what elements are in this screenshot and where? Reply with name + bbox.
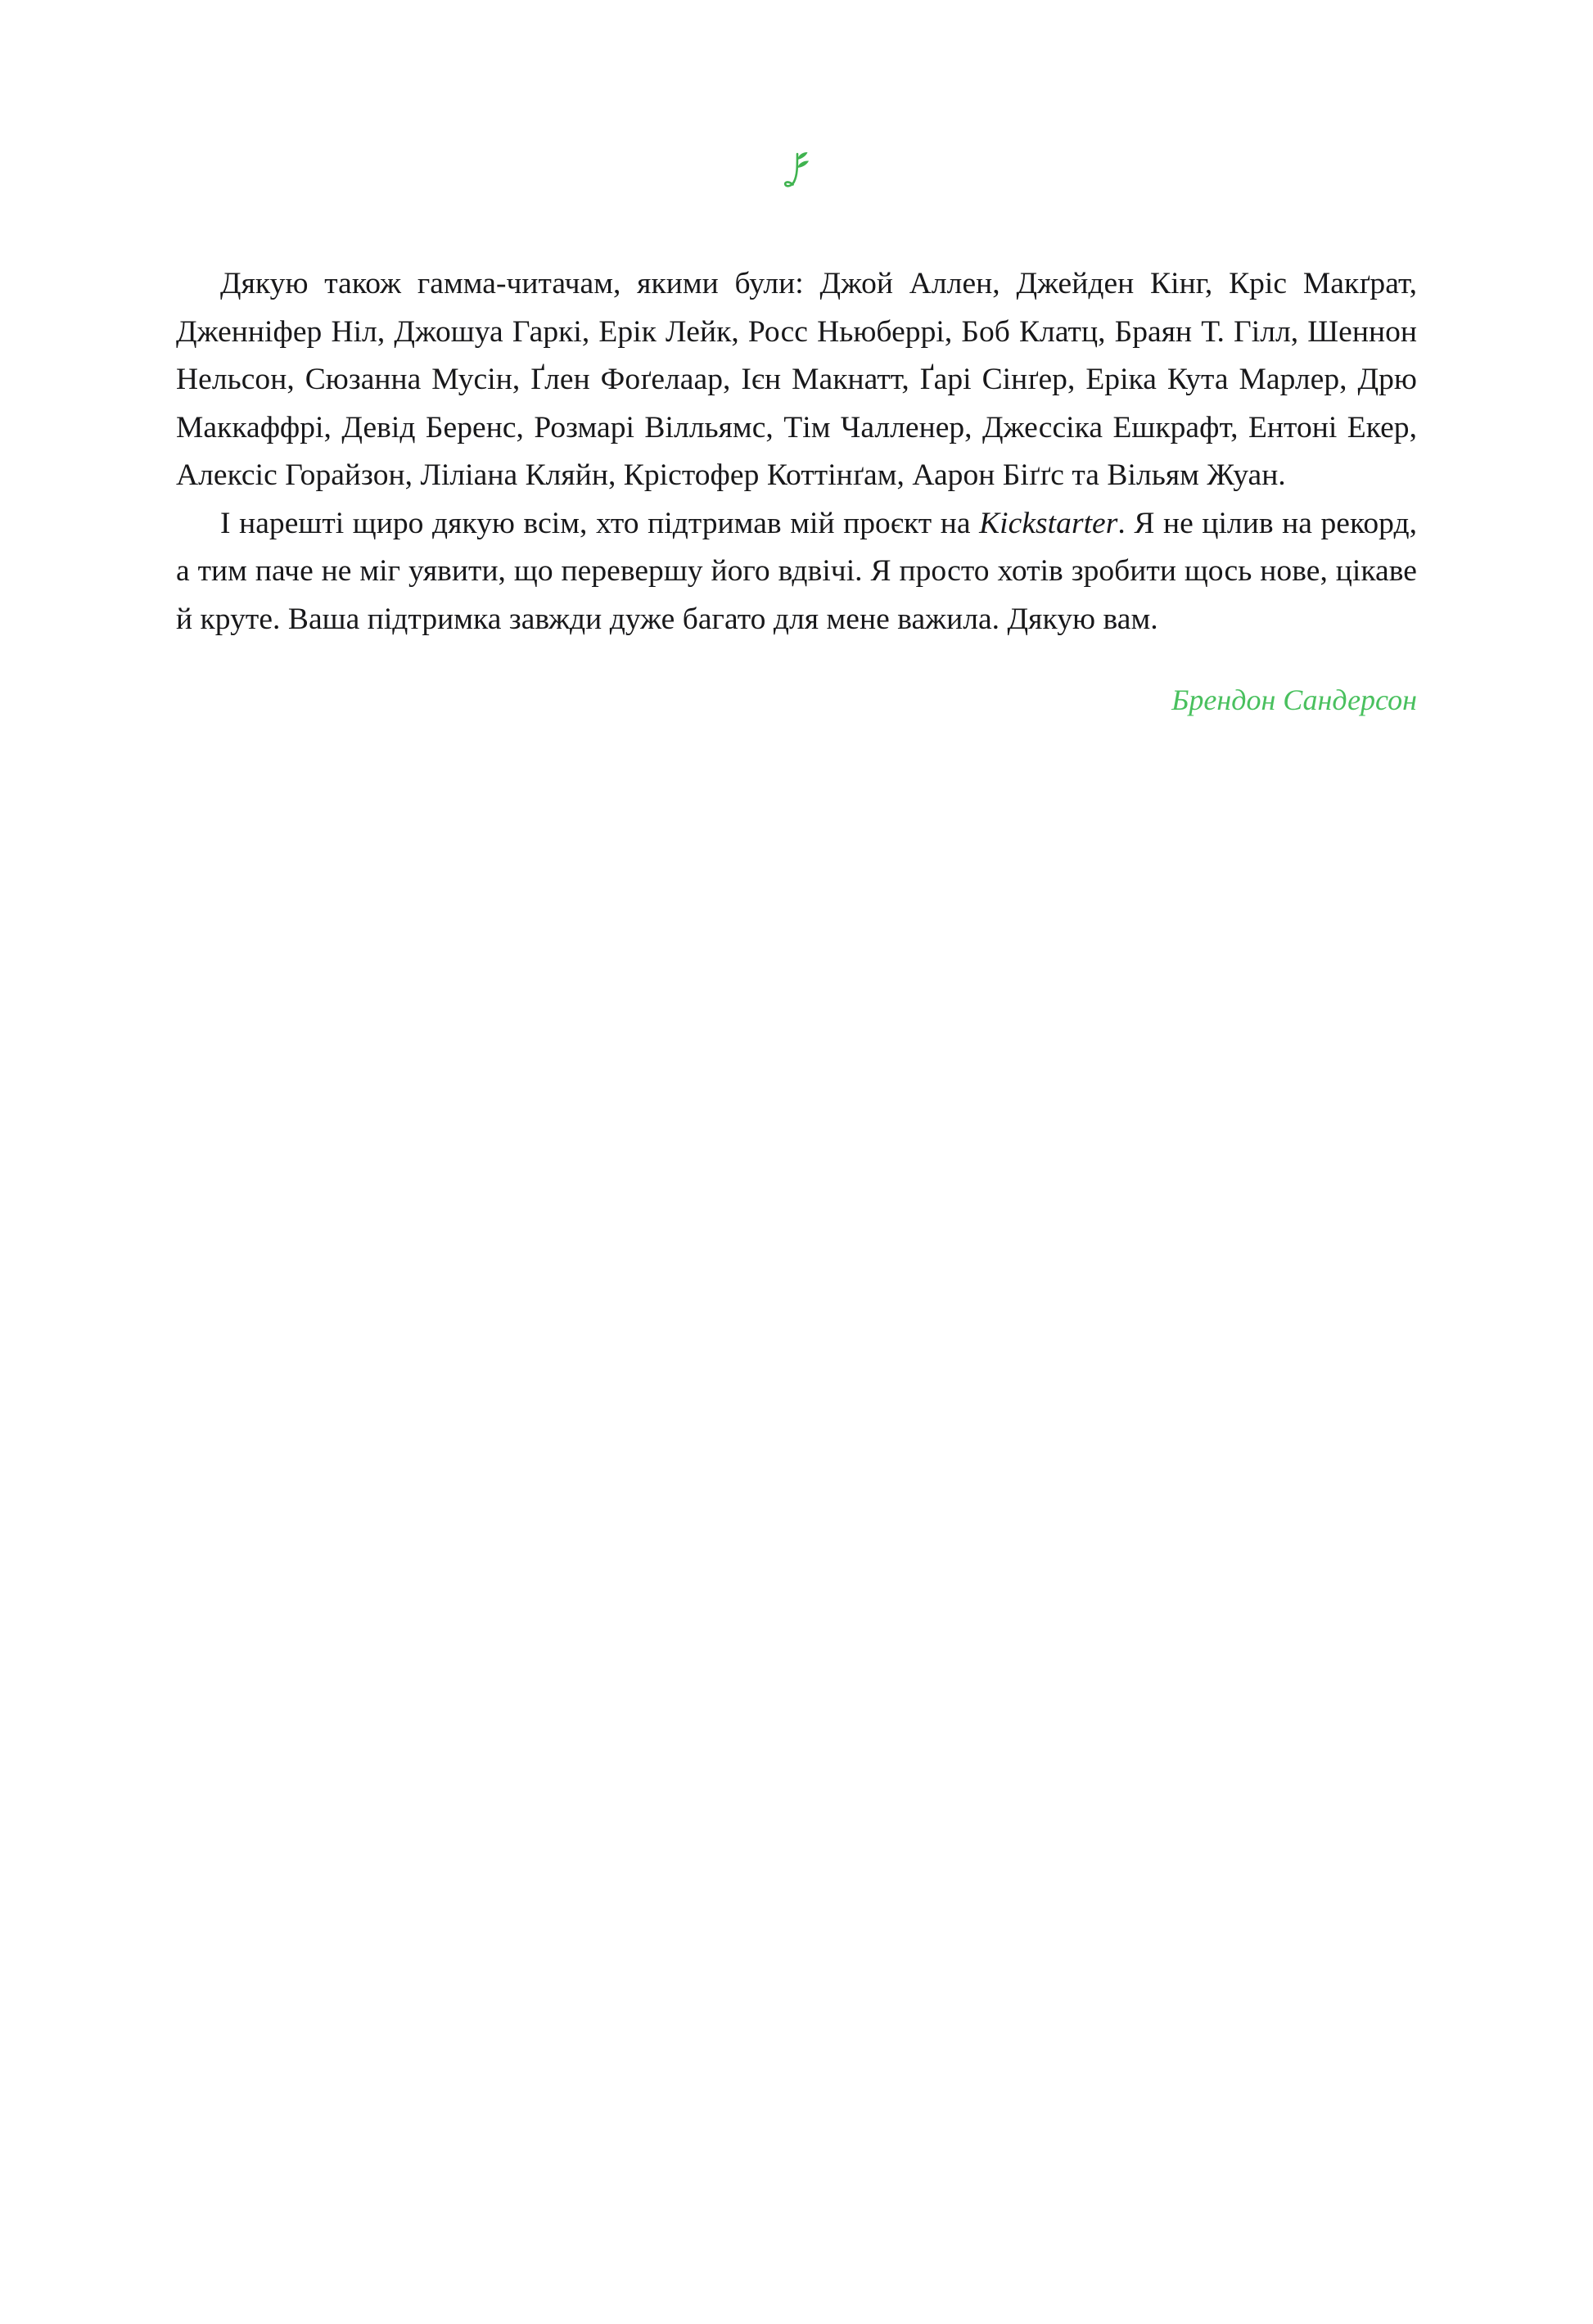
leaf-sprig-ornament (0, 146, 1593, 198)
paragraph-kickstarter-after: . Я не цілив на рекорд, а тим паче не міг уявити, що перевершу його вдвічі. Я просто хотів зробити щось нове, цікаве й круте. Ваша підтримка завжди дуже багато для мене важила. Дякую вам. (176, 506, 1417, 636)
author-signature: Брендон Сандерсон (1171, 684, 1417, 716)
paragraph-kickstarter-before: І нарешті щиро дякую всім, хто підтримав мій проєкт на (220, 506, 980, 540)
kickstarter-emphasis: Kickstarter (979, 506, 1118, 540)
paragraph-kickstarter (176, 500, 1417, 644)
acknowledgements-body (176, 260, 1417, 720)
paragraph-gamma-readers: Дякую також гамма-читачам, якими були: Джой Аллен, Джейден Кінг, Кріс Макґрат, Дженніфер Ніл, Джошуа Гаркі, Ерік Лейк, Росс Ньюберрі, Боб Клатц, Браян Т. Гілл, Шеннон Нельсон, Сюзанна Мусін, Ґлен Фоґелаар, Ієн Макнатт, Ґарі Сінґер, Еріка Кута Марлер, Дрю Маккаффрі, Девід Беренс, Розмарі Вілльямс, Тім Чалленер, Джессіка Ешкрафт, Ентоні Екер, Алексіс Горайзон, Ліліана Кляйн, Крістофер Коттінґам, Аарон Біґґс та Вільям Жуан. (176, 267, 1417, 492)
